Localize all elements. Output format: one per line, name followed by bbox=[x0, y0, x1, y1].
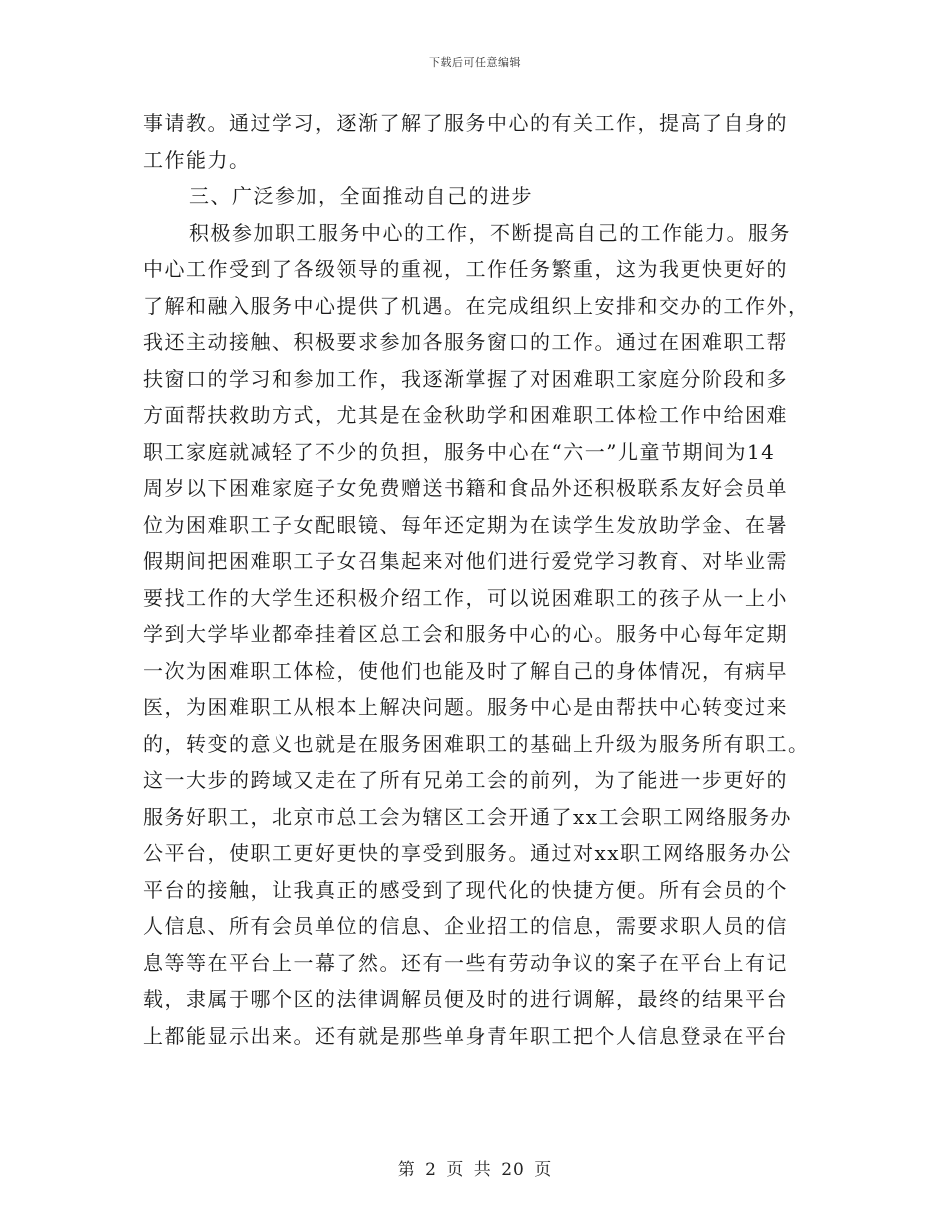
text-line: 上都能显示出来。还有就是那些单身青年职工把个人信息登录在平台 bbox=[143, 1023, 788, 1048]
text-line: 扶窗口的学习和参加工作，我逐渐掌握了对困难职工家庭分阶段和多 bbox=[143, 366, 788, 391]
text-line: 积极参加职工服务中心的工作，不断提高自己的工作能力。服务 bbox=[189, 220, 791, 245]
text-line: 周岁以下困难家庭子女免费赠送书籍和食品外还积极联系友好会员单 bbox=[143, 476, 788, 500]
document-body bbox=[143, 105, 808, 1054]
text-line: 事请教。通过学习，逐渐了解了服务中心的有关工作，提高了自身的 bbox=[143, 111, 788, 135]
text-line: 了解和融入服务中心提供了机遇。在完成组织上安排和交办的工作外， bbox=[143, 293, 810, 318]
page-header-note: 下载后可任意编辑 bbox=[429, 56, 521, 69]
text-line: 息等等在平台上一幕了然。还有一些有劳动争议的案子在平台上有记 bbox=[143, 950, 788, 975]
text-line: 职工家庭就减轻了不少的负担，服务中心在“六一”儿童节期间为14 bbox=[143, 439, 776, 464]
text-line: 平台的接触，让我真正的感受到了现代化的快捷方便。所有会员的个 bbox=[143, 877, 788, 902]
text-line: 要找工作的大学生还积极介绍工作，可以说困难职工的孩子从一上小 bbox=[143, 585, 788, 610]
text-line: 我还主动接触、积极要求参加各服务窗口的工作。通过在困难职工帮 bbox=[143, 330, 788, 354]
text-line: 这一大步的跨域又走在了所有兄弟工会的前列，为了能进一步更好的 bbox=[143, 768, 788, 792]
text-line: 服务好职工，北京市总工会为辖区工会开通了xx工会职工网络服务办 bbox=[143, 804, 793, 829]
text-line: 一次为困难职工体检，使他们也能及时了解自己的身体情况，有病早 bbox=[143, 658, 788, 683]
text-line: 公平台，使职工更好更快的享受到服务。通过对xx职工网络服务办公 bbox=[143, 841, 793, 865]
text-line: 人信息、所有会员单位的信息、企业招工的信息，需要求职人员的信 bbox=[143, 914, 788, 938]
page-number-footer: 第 2 页 共 20 页 bbox=[397, 1160, 553, 1180]
text-line: 方面帮扶救助方式，尤其是在金秋助学和困难职工体检工作中给困难 bbox=[143, 403, 788, 427]
text-line: 工作能力。 bbox=[143, 147, 251, 172]
text-line: 医，为困难职工从根本上解决问题。服务中心是由帮扶中心转变过来 bbox=[143, 695, 788, 719]
text-line: 假期间把困难职工子女召集起来对他们进行爱党学习教育、对毕业需 bbox=[143, 549, 788, 573]
text-line: 位为困难职工子女配眼镜、每年还定期为在读学生发放助学金、在暑 bbox=[143, 512, 788, 537]
text-line: 学到大学毕业都牵挂着区总工会和服务中心的心。服务中心每年定期 bbox=[143, 622, 788, 646]
text-line: 中心工作受到了各级领导的重视，工作任务繁重，这为我更快更好的 bbox=[143, 257, 788, 281]
text-line: 三、广泛参加，全面推动自己的进步 bbox=[189, 184, 533, 208]
text-line: 载，隶属于哪个区的法律调解员便及时的进行调解，最终的结果平台 bbox=[143, 987, 788, 1011]
text-line: 的，转变的意义也就是在服务困难职工的基础上升级为服务所有职工。 bbox=[143, 731, 810, 756]
